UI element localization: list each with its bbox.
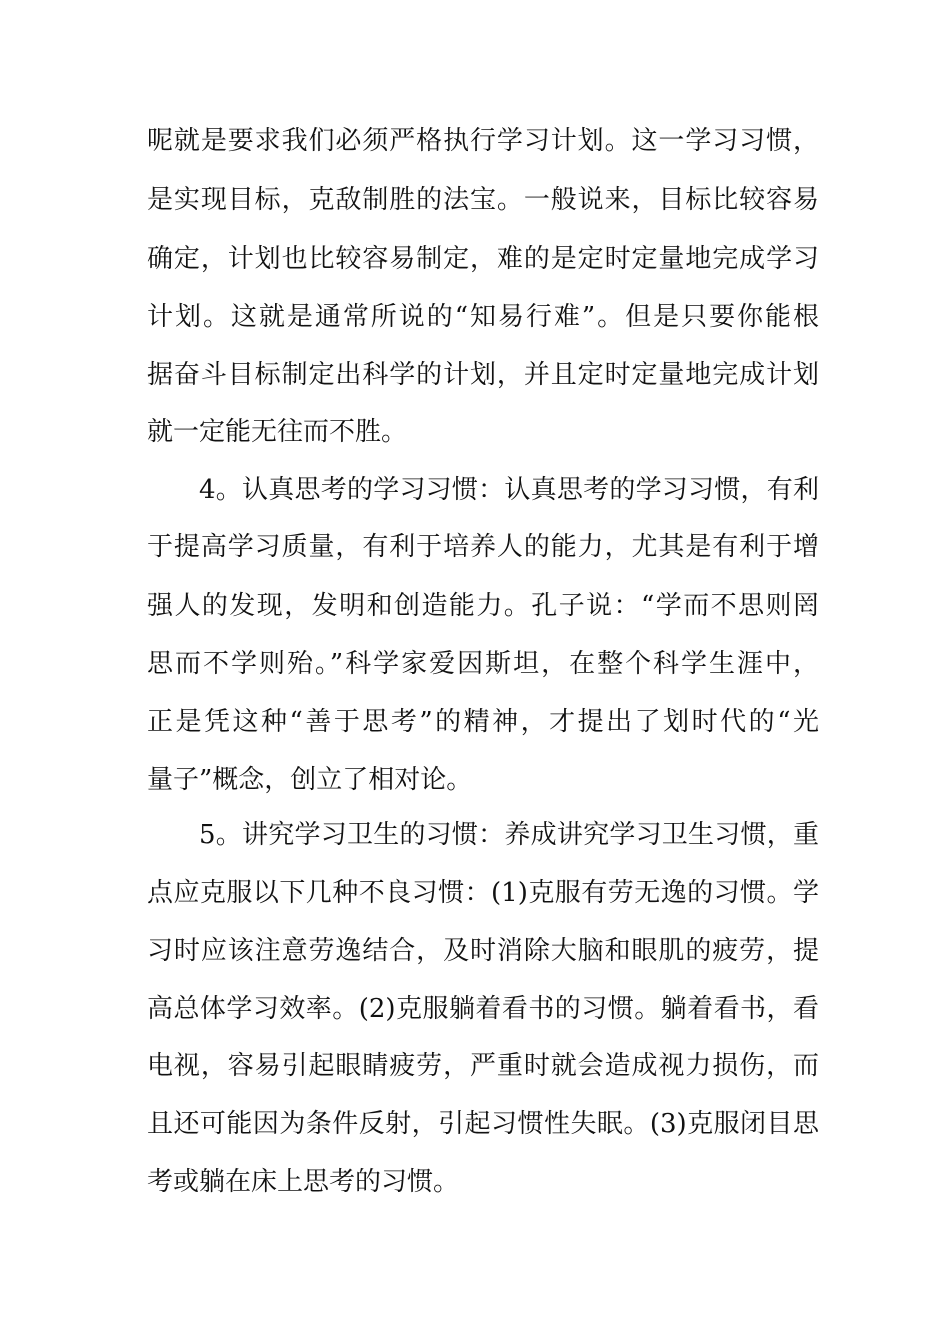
- paragraph-2-line-6: 量子”概念，创立了相对论。: [147, 765, 473, 795]
- paragraph-2-line-2: 于提高学习质量，有利于培养人的能力，尤其是有利于增: [147, 532, 819, 562]
- paragraph-3-line-5: 电视，容易引起眼睛疲劳，严重时就会造成视力损伤，而: [147, 1051, 819, 1081]
- paragraph-3-line-4: 高总体学习效率。(2)克服躺着看书的习惯。躺着看书，看: [147, 994, 819, 1024]
- paragraph-3-line-7: 考或躺在床上思考的习惯。: [147, 1167, 460, 1197]
- paragraph-2-line-3: 强人的发现，发明和创造能力。孔子说：“学而不思则罔: [147, 591, 819, 621]
- paragraph-3-line-3: 习时应该注意劳逸结合，及时消除大脑和眼肌的疲劳，提: [147, 936, 819, 966]
- paragraph-1-line-3: 确定，计划也比较容易制定，难的是定时定量地完成学习: [147, 244, 819, 274]
- paragraph-3-line-6: 且还可能因为条件反射，引起习惯性失眠。(3)克服闭目思: [147, 1109, 819, 1139]
- paragraph-1-line-4: 计划。这就是通常所说的“知易行难”。但是只要你能根: [147, 302, 819, 332]
- paragraph-2-line-1: 4。认真思考的学习习惯：认真思考的学习习惯，有利: [199, 475, 819, 505]
- paragraph-2-line-4: 思而不学则殆。”科学家爱因斯坦，在整个科学生涯中，: [147, 649, 819, 679]
- paragraph-1-line-2: 是实现目标，克敌制胜的法宝。一般说来，目标比较容易: [147, 185, 819, 215]
- paragraph-1-line-6: 就一定能无往而不胜。: [147, 417, 408, 447]
- paragraph-1-line-5: 据奋斗目标制定出科学的计划，并且定时定量地完成计划: [147, 360, 819, 390]
- paragraph-3-line-1: 5。讲究学习卫生的习惯：养成讲究学习卫生习惯，重: [199, 820, 819, 850]
- paragraph-1-line-1: 呢就是要求我们必须严格执行学习计划。这一学习习惯，: [147, 126, 819, 156]
- paragraph-3-line-2: 点应克服以下几种不良习惯：(1)克服有劳无逸的习惯。学: [147, 878, 819, 908]
- paragraph-2-line-5: 正是凭这种“善于思考”的精神，才提出了划时代的“光: [147, 707, 819, 737]
